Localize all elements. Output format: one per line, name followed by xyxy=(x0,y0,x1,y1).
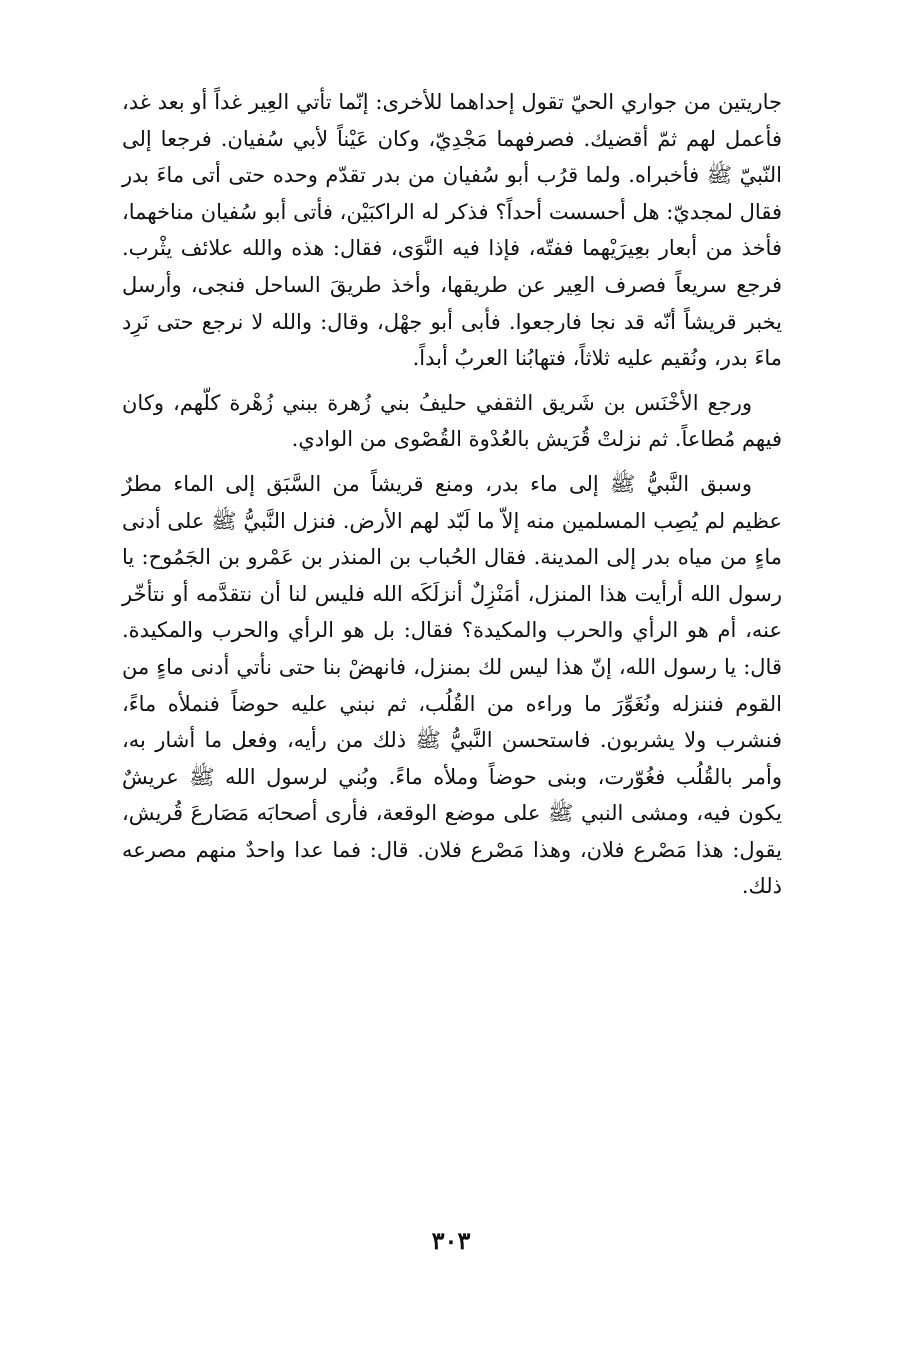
page-body xyxy=(122,84,782,905)
paragraph-1: جاريتين من جواري الحيّ تقول إحداهما للأخرى: إنّما تأتي العِير غداً أو بعد غد، فأعمل لهم ثمّ أقضيك. فصرفهما مَجْدِيّ، وكان عَيْناً لأبي سُفيان. فرجعا إلى النّبيّ ﷺ فأخبراه. ولما قرُب أبو سُفيان من بدر تقدّم وحده حتى أتى ماءَ بدر فقال لمجديّ: هل أحسست أحداً؟ فذكر له الراكبَيْن، فأتى أبو سُفيان مناخهما، فأخذ من أبعار بعِيرَيْهما ففتّه، فإذا فيه النَّوَى، فقال: هذه والله علائف يثْرب. فرجع سريعاً فصرف العِير عن طريقها، وأخذ طريقَ الساحل فنجى، وأرسل يخبر قريشاً أنّه قد نجا فارجعوا. فأبى أبو جهْل، وقال: والله لا نرجع حتى نَرِد ماءَ بدر، ونُقيم عليه ثلاثاً، فتهابُنا العربُ أبداً. xyxy=(122,90,782,371)
page-number: ٣٠٣ xyxy=(431,1226,471,1255)
paragraph-2: ورجع الأخْنَس بن شَريق الثقفي حليفُ بني زُهرة ببني زُهْرة كلّهم، وكان فيهم مُطاعاً. ثم نزلتْ قُرَيش بالعُدْوة القُصْوى من الوادي. xyxy=(122,390,782,452)
paragraph-3: وسبق النَّبيُّ ﷺ إلى ماء بدر، ومنع قريشاً من السَّبَق إلى الماء مطرٌ عظيم لم يُصِب المسلمين منه إلاّ ما لَبّد لهم الأرض. فنزل النَّبيُّ ﷺ على أدنى ماءٍ من مياه بدر إلى المدينة. فقال الحُباب بن المنذر بن عَمْرو بن الجَمُوح: يا رسول الله أرأيت هذا المنزل، أمَنْزِلٌ أنزلَكَه الله فليس لنا أن نتقدَّمه أو نتأخّر عنه، أم هو الرأي والحرب والمكيدة؟ فقال: بل هو الرأي والحرب والمكيدة. قال: يا رسول الله، إنّ هذا ليس لك بمنزل، فانهضْ بنا حتى نأتي أدنى ماءٍ من القوم فننزله ونُغَوِّرَ ما وراءه من القُلُب، ثم نبني عليه حوضاً فنملأه ماءً، فنشرب ولا يشربون. فاستحسن النَّبيُّ ﷺ ذلك من رأيه، وفعل ما أشار به، وأمر بالقُلُب فغُوّرت، وبنى حوضاً وملأه ماءً. وبُني لرسول الله ﷺ عريشٌ يكون فيه، ومشى النبي ﷺ على موضع الوقعة، فأرى أصحابَه مَصَارعَ قُريش، يقول: هذا مَصْرع فلان، وهذا مَصْرع فلان. قال: فما عدا واحدٌ منهم مصرعه ذلك. xyxy=(122,471,782,899)
